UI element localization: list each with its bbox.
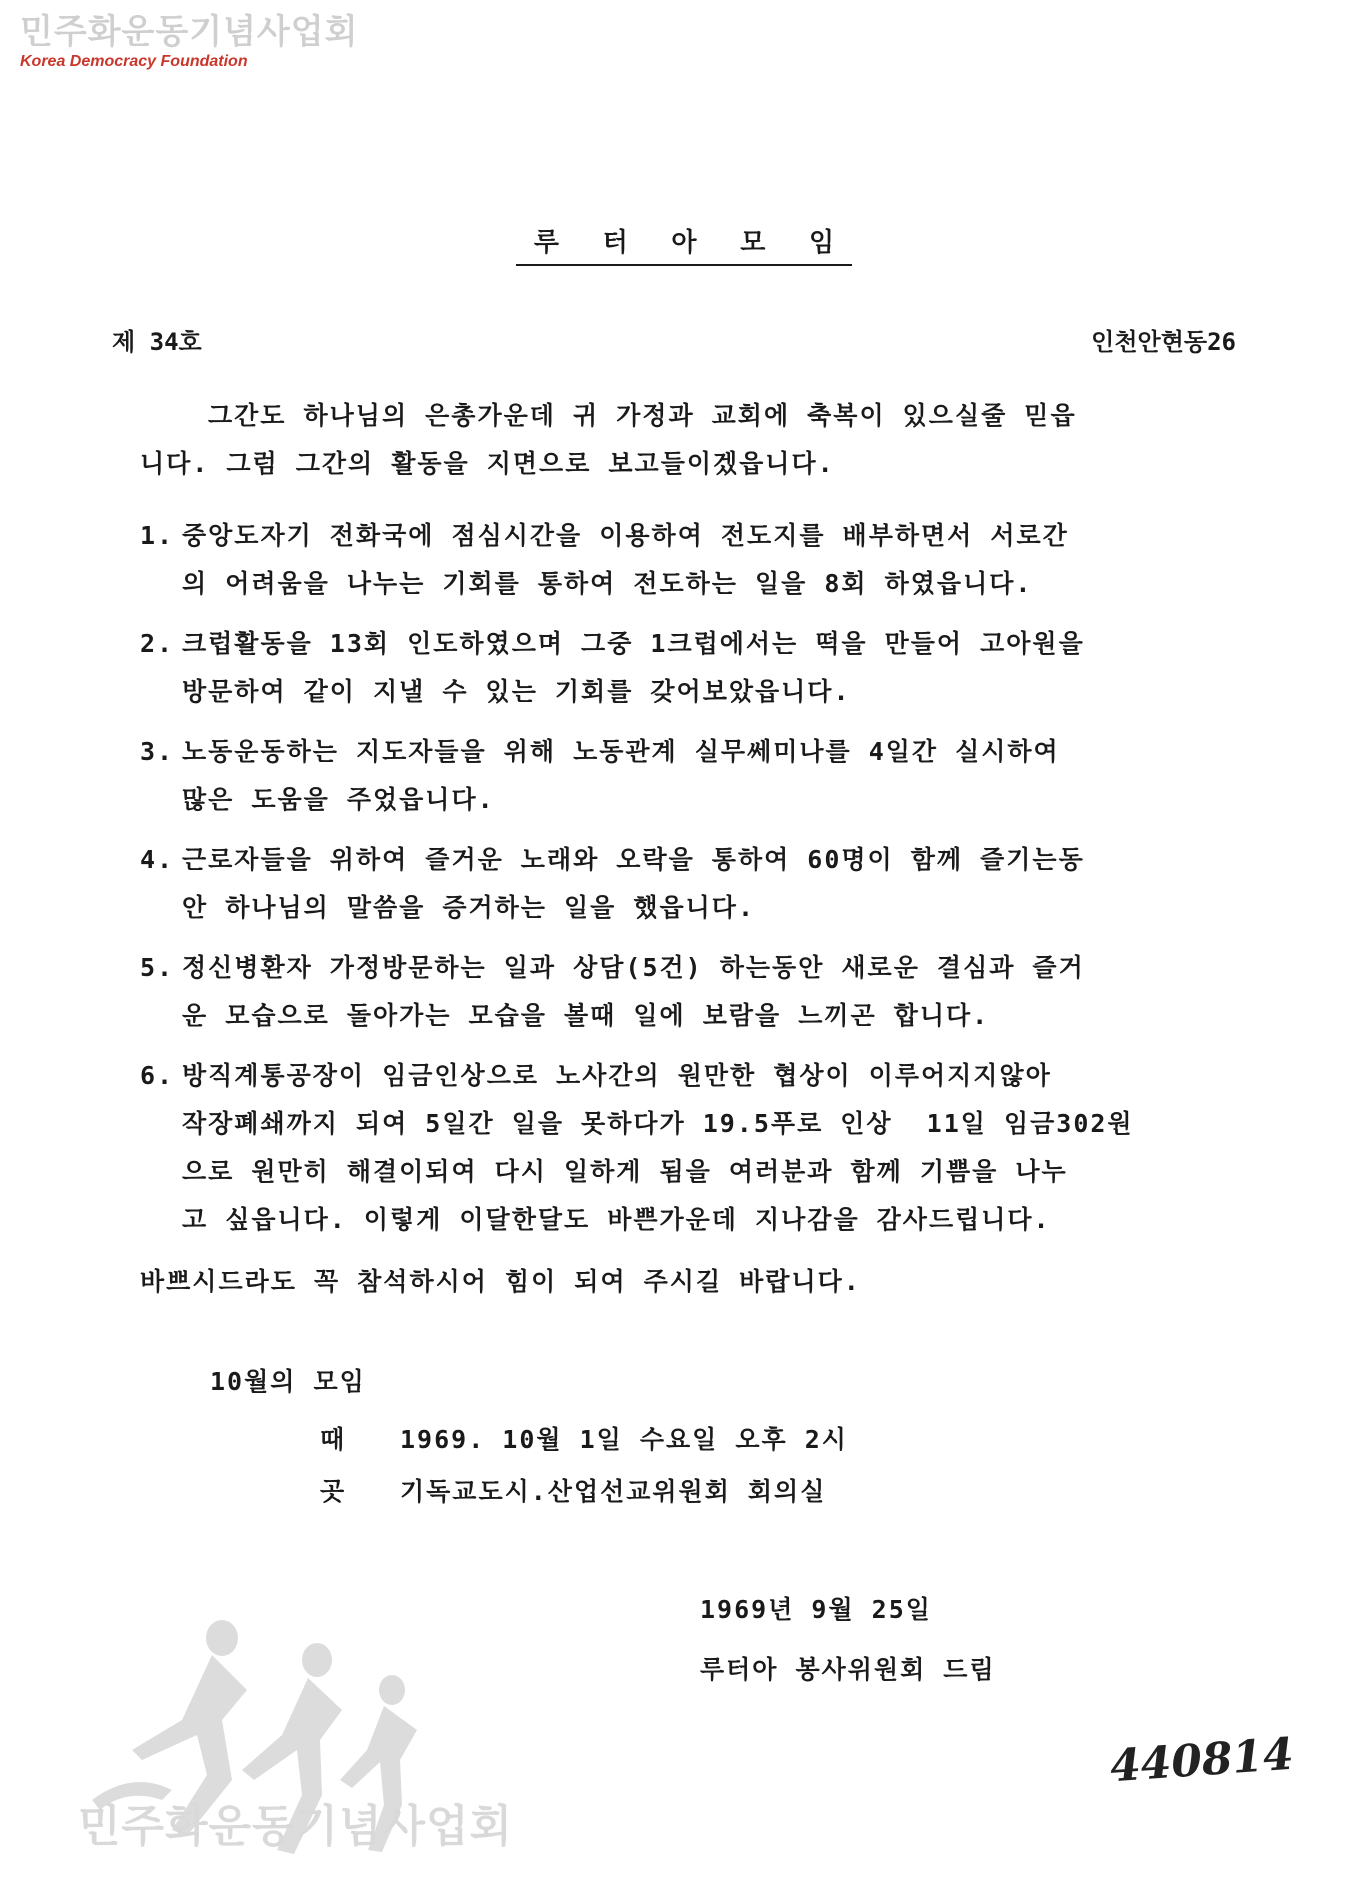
item-text: 크럽활동을 13회 인도하였으며 그중 1크럽에서는 떡을 만들어 고아원을 방문하여 같이 지낼 수 있는 기회를 갖어보았읍니다. (182, 629, 1085, 706)
archive-number: 440814 (1108, 1728, 1296, 1793)
item-text: 중앙도자기 전화국에 점심시간을 이용하여 전도지를 배부하면서 서로간 의 어려움을 나누는 기회를 통하여 전도하는 일을 8회 하였읍니다. (182, 521, 1069, 598)
meeting-when-label: 때 (320, 1425, 347, 1454)
signature-date: 1969년 9월 25일 (700, 1595, 932, 1624)
sender-address: 인천안현동26 (1091, 328, 1236, 356)
meeting-where-row (320, 1472, 826, 1508)
list-item (140, 836, 1250, 932)
meeting-when-value: 1969. 10월 1일 수요일 오후 2시 (400, 1425, 848, 1454)
list-item (140, 944, 1250, 1040)
intro-paragraph (140, 392, 1230, 488)
item-text: 노동운동하는 지도자들을 위해 노동관계 실무쎄미나를 4일간 실시하여 많은 도움을 주었읍니다. (182, 737, 1060, 814)
watermark-text: 민주화운동기념사업회 (78, 1801, 514, 1852)
document-title: 루 터 아 모 임 (0, 222, 1368, 259)
intro-line-1: 그간도 하나님의 은총가운데 귀 가정과 교회에 축복이 있으실줄 믿읍 (208, 401, 1077, 430)
issue-number: 제 34호 (112, 328, 202, 356)
item-number: 6. (140, 1061, 175, 1090)
list-item (140, 620, 1250, 716)
meeting-where-value: 기독교도시.산업선교위원회 회의실 (400, 1477, 827, 1506)
item-number: 2. (140, 629, 175, 658)
item-text: 방직계통공장이 임금인상으로 노사간의 원만한 협상이 이루어지지않아 작장폐쇄까지 되여 5일간 일을 못하다가 19.5푸로 인상 11일 임금302원 으로 원만히 해결이되여 다시 일하게 됨을 여러분과 함께 기쁨을 나누 고 싶읍니다. 이렇게 이달한달도 바쁜가운데 지나감을 감사드립니다. (182, 1061, 1134, 1234)
list-item (140, 512, 1250, 608)
logo-korean-text: 민주화운동기념사업회 (20, 12, 359, 52)
logo-english-text: Korea Democracy Foundation (20, 53, 248, 71)
list-item (140, 728, 1250, 824)
meeting-where-label: 곳 (320, 1477, 347, 1506)
signature-organization: 루터아 봉사위원회 드림 (700, 1655, 996, 1684)
item-number: 3. (140, 737, 175, 766)
item-text: 근로자들을 위하여 즐거운 노래와 오락을 통하여 60명이 함께 즐기는동 안 하나님의 말씀을 증거하는 일을 했읍니다. (182, 845, 1085, 922)
activity-list (140, 512, 1250, 1256)
item-number: 4. (140, 845, 175, 874)
item-number: 5. (140, 953, 175, 982)
item-number: 1. (140, 521, 175, 550)
list-item (140, 1052, 1250, 1244)
closing-sentence: 바쁘시드라도 꼭 참석하시어 힘이 되여 주시길 바랍니다. (140, 1267, 861, 1296)
meeting-title: 10월의 모임 (210, 1367, 366, 1396)
meeting-when-row (320, 1420, 848, 1456)
intro-line-2: 니다. 그럼 그간의 활동을 지면으로 보고들이겠읍니다. (140, 449, 835, 478)
item-text: 정신병환자 가정방문하는 일과 상담(5건) 하는동안 새로운 결심과 즐거 운 모습으로 돌아가는 모습을 볼때 일에 보람을 느끼곤 합니다. (182, 953, 1085, 1030)
